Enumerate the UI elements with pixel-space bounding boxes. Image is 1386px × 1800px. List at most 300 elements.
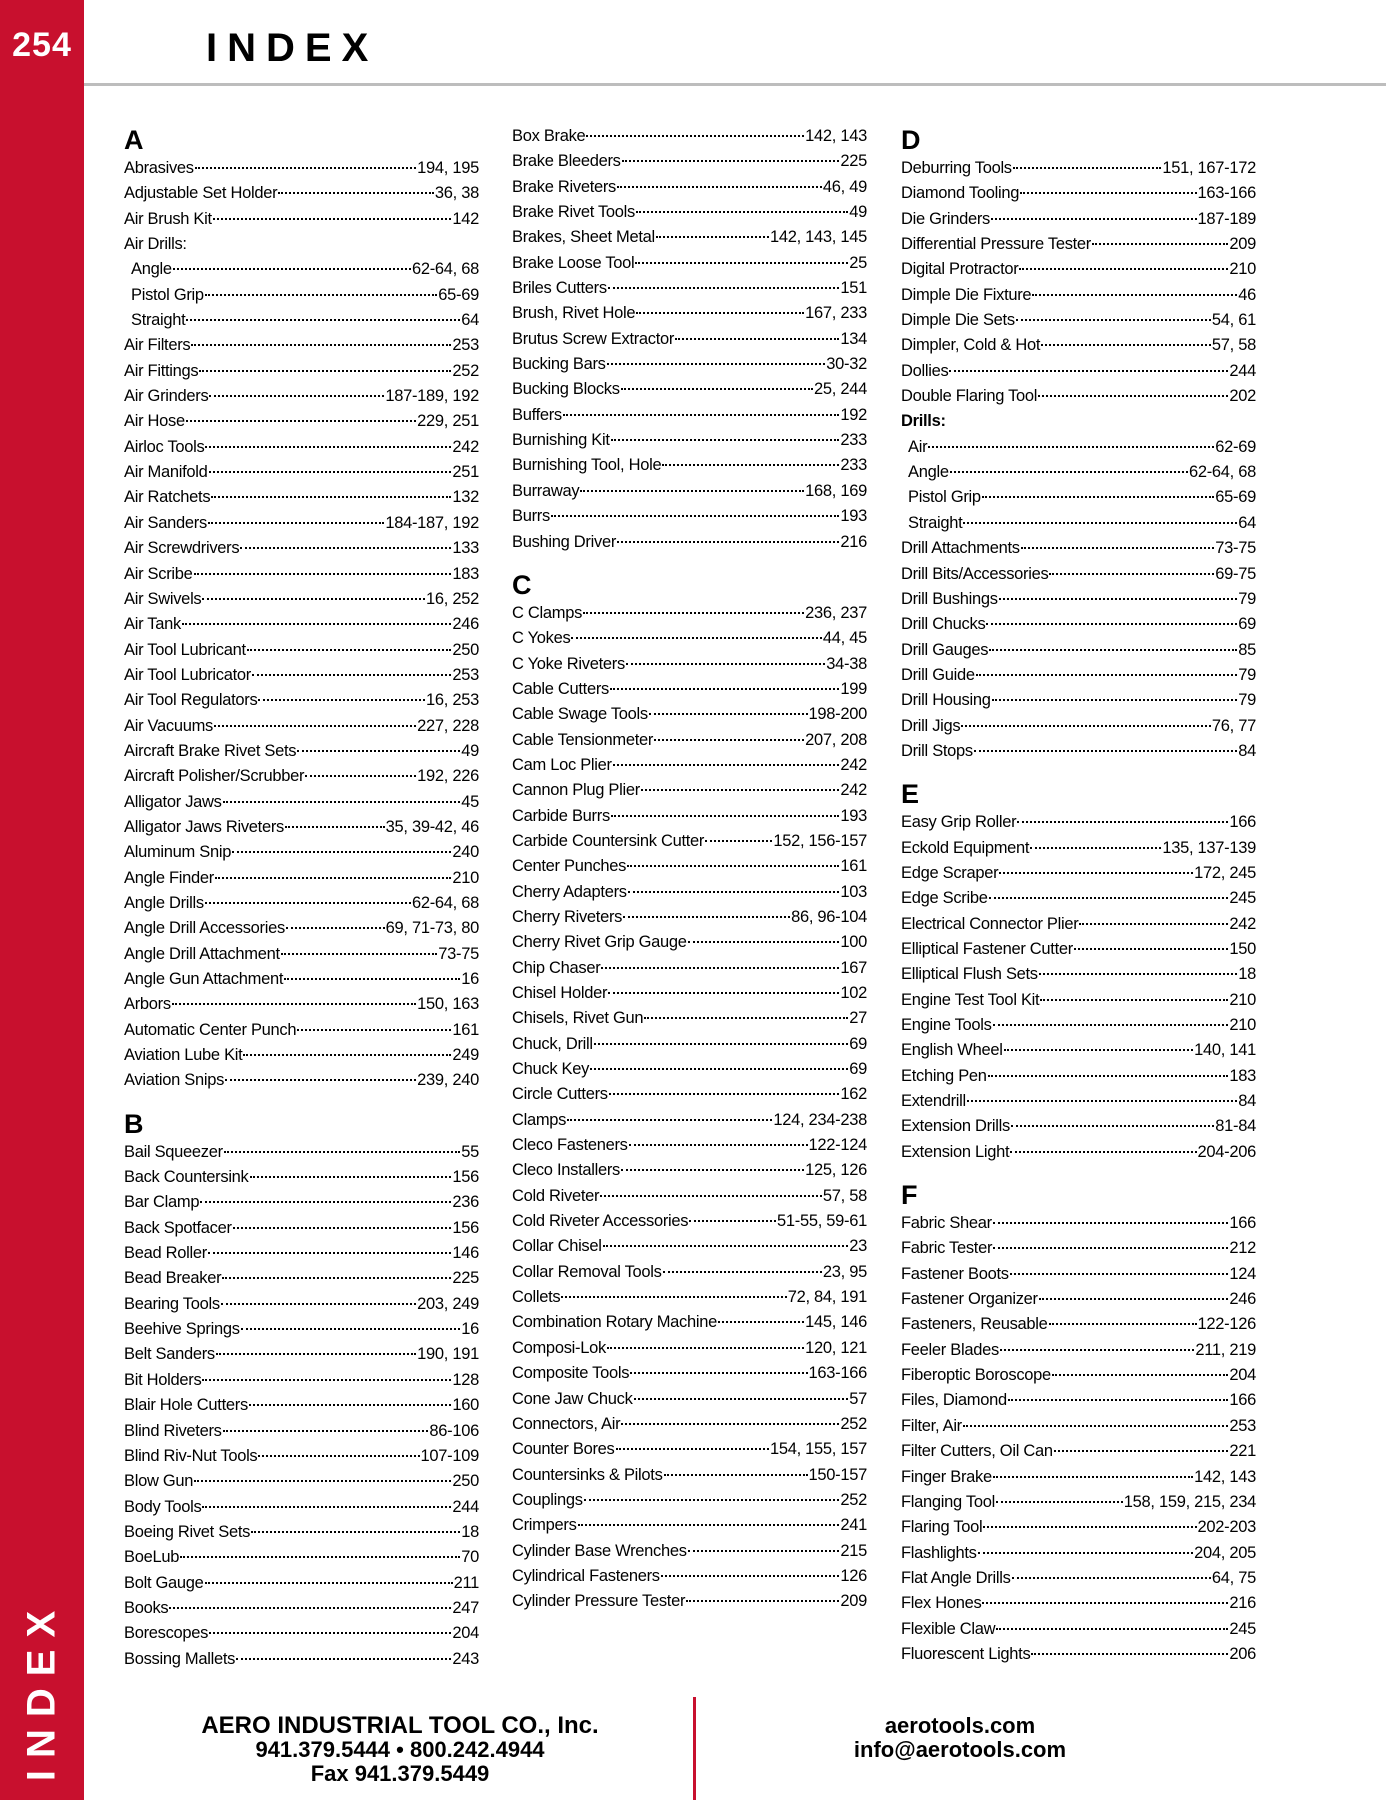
index-entry bbox=[901, 460, 1256, 485]
entry-label: Box Brake bbox=[512, 127, 586, 145]
index-entry bbox=[901, 1287, 1256, 1312]
dot-leader bbox=[976, 674, 1238, 676]
index-entry bbox=[512, 1234, 867, 1259]
index-entry bbox=[512, 149, 867, 174]
dot-leader bbox=[974, 750, 1237, 752]
index-entry bbox=[901, 536, 1256, 561]
dot-leader bbox=[616, 1448, 769, 1450]
page-number: 254 bbox=[12, 26, 72, 64]
dot-leader bbox=[999, 598, 1238, 600]
entry-label: Differential Pressure Tester bbox=[901, 235, 1091, 254]
entry-pages: 69-75 bbox=[1215, 564, 1256, 583]
index-entry bbox=[512, 652, 867, 677]
dot-leader bbox=[1052, 1374, 1228, 1376]
entry-label: Straight bbox=[131, 311, 186, 330]
entry-label: Countersinks & Pilots bbox=[512, 1465, 663, 1484]
page-title: INDEX bbox=[206, 26, 379, 70]
dot-leader bbox=[1017, 821, 1228, 823]
entry-pages: 18 bbox=[461, 1522, 479, 1541]
entry-label: Drill Attachments bbox=[901, 539, 1020, 558]
entry-label: Composite Tools bbox=[512, 1364, 630, 1383]
entry-pages: 233 bbox=[840, 456, 867, 475]
entry-label: Brake Loose Tool bbox=[512, 253, 635, 272]
entry-label: Blind Riveters bbox=[124, 1421, 222, 1440]
index-entry bbox=[124, 435, 479, 460]
index-entry bbox=[124, 1165, 479, 1190]
entry-pages: 30-32 bbox=[826, 355, 867, 374]
entry-pages: 34-38 bbox=[826, 654, 867, 673]
index-entry bbox=[124, 156, 479, 181]
index-entry bbox=[512, 175, 867, 200]
entry-pages: 124, 234-238 bbox=[773, 1110, 867, 1129]
entry-label: Cold Riveter Accessories bbox=[512, 1212, 689, 1231]
entry-pages: 244 bbox=[452, 1497, 479, 1516]
entry-pages: 156 bbox=[452, 1168, 479, 1187]
dot-leader bbox=[634, 1398, 849, 1400]
index-entry bbox=[901, 308, 1256, 333]
dot-leader bbox=[1041, 344, 1211, 346]
entry-label: Double Flaring Tool bbox=[901, 387, 1038, 406]
index-entry bbox=[124, 967, 479, 992]
index-entry bbox=[512, 1463, 867, 1488]
entry-label: Dollies bbox=[901, 361, 949, 380]
entry-pages: 156 bbox=[452, 1218, 479, 1237]
entry-label: Blind Riv-Nut Tools bbox=[124, 1446, 258, 1465]
index-entry bbox=[512, 626, 867, 651]
dot-leader bbox=[224, 1151, 460, 1153]
dot-leader bbox=[982, 496, 1214, 498]
entry-pages: 210 bbox=[1229, 1016, 1256, 1034]
index-entry bbox=[124, 1545, 479, 1570]
index-entry bbox=[512, 930, 867, 955]
index-entry bbox=[124, 916, 479, 941]
footer-contact bbox=[150, 1714, 650, 1786]
dot-leader bbox=[583, 612, 804, 614]
dot-leader bbox=[610, 688, 839, 690]
dot-leader bbox=[661, 1575, 840, 1577]
entry-pages: 120, 121 bbox=[805, 1338, 867, 1357]
index-entry bbox=[901, 1515, 1256, 1540]
dot-leader bbox=[993, 1476, 1193, 1478]
entry-label: Drill Gauges bbox=[901, 640, 989, 659]
entry-label: Flex Hones bbox=[901, 1594, 982, 1613]
dot-leader bbox=[216, 1353, 416, 1355]
dot-leader bbox=[622, 160, 840, 162]
entry-pages: 242 bbox=[840, 755, 867, 774]
entry-label: Blair Hole Cutters bbox=[124, 1396, 248, 1415]
dot-leader bbox=[214, 725, 416, 727]
index-entry bbox=[512, 1310, 867, 1335]
dot-leader bbox=[215, 877, 451, 879]
entry-pages: 227, 228 bbox=[417, 716, 479, 735]
index-entry bbox=[901, 1439, 1256, 1464]
index-entry bbox=[512, 778, 867, 803]
entry-pages: 240 bbox=[452, 843, 479, 862]
dot-leader bbox=[705, 840, 772, 842]
entry-pages: 46 bbox=[1238, 285, 1256, 304]
entry-label: Finger Brake bbox=[901, 1467, 992, 1486]
entry-pages: 194, 195 bbox=[417, 159, 479, 177]
index-entry bbox=[901, 1140, 1256, 1165]
index-entry bbox=[512, 880, 867, 905]
entry-label: Carbide Countersink Cutter bbox=[512, 831, 705, 850]
entry-label: Air Fittings bbox=[124, 361, 199, 380]
index-entry bbox=[512, 1336, 867, 1361]
dot-leader bbox=[967, 1100, 1237, 1102]
entry-label: Angle Drill Attachment bbox=[124, 944, 280, 963]
entry-pages: 27 bbox=[849, 1009, 867, 1028]
entry-label: Fabric Shear bbox=[901, 1214, 992, 1233]
section-letter: F bbox=[901, 1180, 918, 1211]
entry-label: Elliptical Flush Sets bbox=[901, 965, 1038, 984]
entry-pages: 242 bbox=[452, 437, 479, 456]
dot-leader bbox=[992, 699, 1238, 701]
entry-label: BoeLub bbox=[124, 1548, 180, 1567]
entry-pages: 253 bbox=[1229, 1416, 1256, 1435]
dot-leader bbox=[241, 1328, 461, 1330]
dot-leader bbox=[629, 1144, 808, 1146]
entry-pages: 166 bbox=[1229, 813, 1256, 832]
entry-label: Straight bbox=[908, 513, 963, 532]
entry-pages: 216 bbox=[840, 532, 867, 551]
entry-label: Air Filters bbox=[124, 336, 191, 355]
entry-pages: 124 bbox=[1229, 1264, 1256, 1283]
entry-pages: 211, 219 bbox=[1195, 1340, 1256, 1359]
dot-leader bbox=[199, 370, 451, 372]
entry-label: Fasteners, Reusable bbox=[901, 1315, 1048, 1334]
index-entry bbox=[901, 232, 1256, 257]
entry-label: Bossing Mallets bbox=[124, 1649, 236, 1668]
dot-leader bbox=[663, 1271, 822, 1273]
entry-label: Air Drills: bbox=[124, 235, 187, 254]
index-section bbox=[512, 124, 867, 555]
entry-label: Chisel Holder bbox=[512, 984, 608, 1002]
entry-label: Drills: bbox=[901, 412, 946, 431]
entry-label: Crimpers bbox=[512, 1516, 577, 1535]
index-entry bbox=[901, 359, 1256, 384]
dot-leader bbox=[205, 1582, 453, 1584]
entry-label: Angle Drills bbox=[124, 893, 204, 912]
entry-pages: 57, 58 bbox=[1211, 336, 1256, 355]
dot-leader bbox=[621, 1169, 804, 1171]
entry-label: Collets bbox=[512, 1288, 561, 1307]
dot-leader bbox=[211, 496, 451, 498]
dot-leader bbox=[186, 319, 460, 321]
entry-pages: 145, 146 bbox=[805, 1313, 867, 1332]
entry-label: Etching Pen bbox=[901, 1066, 987, 1085]
index-column-2 bbox=[512, 124, 867, 1629]
entry-label: Airloc Tools bbox=[124, 437, 205, 456]
index-entry bbox=[512, 1361, 867, 1386]
index-entry bbox=[124, 308, 479, 333]
dot-leader bbox=[1079, 923, 1228, 925]
dot-leader bbox=[281, 953, 438, 955]
dot-leader bbox=[993, 1222, 1229, 1224]
dot-leader bbox=[607, 363, 826, 365]
entry-label: Angle Finder bbox=[124, 868, 214, 887]
dot-leader bbox=[641, 789, 839, 791]
dot-leader bbox=[989, 649, 1237, 651]
dot-leader bbox=[609, 1093, 840, 1095]
index-entry bbox=[124, 562, 479, 587]
index-entry bbox=[901, 181, 1256, 206]
index-entry bbox=[512, 479, 867, 504]
dot-leader bbox=[1012, 1577, 1211, 1579]
entry-label: Drill Stops bbox=[901, 741, 973, 760]
entry-pages: 62-64, 68 bbox=[411, 893, 479, 912]
entry-pages: 252 bbox=[840, 1414, 867, 1433]
entry-label: Air Ratchets bbox=[124, 488, 211, 507]
index-entry bbox=[901, 988, 1256, 1013]
entry-label: Pistol Grip bbox=[908, 488, 981, 507]
dot-leader bbox=[627, 865, 839, 867]
index-entry bbox=[901, 1064, 1256, 1089]
dot-leader bbox=[999, 872, 1193, 874]
dot-leader bbox=[664, 1474, 808, 1476]
email-link[interactable]: info@aerotools.com bbox=[853, 1737, 1067, 1762]
index-entry bbox=[512, 1260, 867, 1285]
dot-leader bbox=[603, 1245, 849, 1247]
index-entry bbox=[124, 1647, 479, 1672]
index-entry bbox=[124, 485, 479, 510]
entry-pages: 152, 156-157 bbox=[773, 831, 867, 850]
index-entry bbox=[901, 810, 1256, 835]
entry-label: Burrs bbox=[512, 507, 550, 526]
dot-leader bbox=[1010, 1273, 1229, 1275]
entry-pages: 133 bbox=[452, 539, 479, 558]
entry-label: Fabric Tester bbox=[901, 1239, 993, 1258]
entry-label: English Wheel bbox=[901, 1041, 1003, 1060]
dot-leader bbox=[584, 1499, 840, 1501]
index-entry bbox=[901, 638, 1256, 663]
dot-leader bbox=[297, 1029, 451, 1031]
entry-label: Air Tank bbox=[124, 615, 181, 634]
entry-label: Drill Bits/Accessories bbox=[901, 564, 1049, 583]
index-entry bbox=[901, 562, 1256, 587]
index-entry bbox=[901, 886, 1256, 911]
entry-label: Drill Guide bbox=[901, 665, 975, 684]
dot-leader bbox=[1039, 973, 1237, 975]
entry-pages: 242 bbox=[840, 781, 867, 800]
index-entry bbox=[124, 739, 479, 764]
entry-label: Elliptical Fastener Cutter bbox=[901, 939, 1073, 958]
dot-leader bbox=[630, 1372, 807, 1374]
entry-pages: 221 bbox=[1229, 1442, 1256, 1461]
dot-leader bbox=[249, 1404, 451, 1406]
dot-leader bbox=[222, 1277, 451, 1279]
dot-leader bbox=[205, 294, 437, 296]
index-entry bbox=[512, 352, 867, 377]
dot-leader bbox=[194, 1480, 451, 1482]
index-entry bbox=[124, 1368, 479, 1393]
index-entry bbox=[512, 1108, 867, 1133]
index-entry bbox=[124, 1469, 479, 1494]
section-letter: B bbox=[124, 1108, 144, 1139]
entry-label: Air Manifold bbox=[124, 463, 208, 482]
entry-label: Drill Bushings bbox=[901, 589, 998, 608]
dot-leader bbox=[202, 1379, 451, 1381]
entry-pages: 151 bbox=[840, 279, 867, 298]
index-entry bbox=[512, 1564, 867, 1589]
entry-pages: 168, 169 bbox=[805, 481, 867, 500]
index-entry bbox=[124, 1068, 479, 1093]
entry-pages: 161 bbox=[452, 1020, 479, 1039]
section-letter: C bbox=[512, 569, 532, 600]
footer-divider bbox=[693, 1697, 696, 1800]
entry-pages: 202-203 bbox=[1197, 1518, 1256, 1537]
dot-leader bbox=[195, 167, 416, 169]
dot-leader bbox=[209, 471, 452, 473]
dot-leader bbox=[626, 663, 825, 665]
entry-pages: 73-75 bbox=[438, 944, 479, 963]
dot-leader bbox=[611, 815, 839, 817]
entry-pages: 160 bbox=[452, 1396, 479, 1415]
entry-label: C Yoke Riveters bbox=[512, 654, 625, 673]
entry-pages: 204 bbox=[452, 1624, 479, 1643]
entry-pages: 253 bbox=[452, 665, 479, 684]
index-entry bbox=[512, 530, 867, 555]
index-entry bbox=[512, 905, 867, 930]
entry-label: Buffers bbox=[512, 405, 562, 424]
website-link[interactable]: aerotools.com bbox=[884, 1713, 1036, 1738]
entry-pages: 45 bbox=[461, 792, 479, 811]
entry-pages: 252 bbox=[452, 361, 479, 380]
entry-label: Cylindrical Fasteners bbox=[512, 1566, 660, 1585]
dot-leader bbox=[1049, 1323, 1197, 1325]
index-entry bbox=[124, 1043, 479, 1068]
index-entry bbox=[901, 962, 1256, 987]
dot-leader bbox=[1013, 167, 1162, 169]
entry-label: Cylinder Pressure Tester bbox=[512, 1592, 686, 1611]
entry-pages: 84 bbox=[1238, 741, 1256, 760]
index-entry bbox=[512, 301, 867, 326]
dot-leader bbox=[613, 764, 840, 766]
entry-label: Pistol Grip bbox=[131, 285, 204, 304]
entry-label: C Clamps bbox=[512, 603, 583, 622]
index-entry bbox=[901, 937, 1256, 962]
entry-pages: 103 bbox=[840, 882, 867, 901]
index-entry bbox=[124, 384, 479, 409]
entry-label: Air bbox=[908, 437, 928, 456]
index-entry bbox=[124, 688, 479, 713]
index-entry bbox=[124, 283, 479, 308]
entry-label: Fastener Organizer bbox=[901, 1290, 1038, 1309]
index-entry bbox=[901, 333, 1256, 358]
index-entry bbox=[901, 1388, 1256, 1413]
dot-leader bbox=[240, 547, 451, 549]
index-entry bbox=[124, 207, 479, 232]
entry-pages: 163-166 bbox=[808, 1364, 867, 1383]
index-entry bbox=[901, 663, 1256, 688]
entry-label: Bead Roller bbox=[124, 1244, 207, 1263]
dot-leader bbox=[1019, 268, 1228, 270]
entry-label: Brake Rivet Tools bbox=[512, 203, 635, 222]
entry-pages: 241 bbox=[840, 1516, 867, 1535]
index-entry bbox=[901, 435, 1256, 460]
entry-pages: 134 bbox=[840, 329, 867, 348]
entry-label: Bucking Blocks bbox=[512, 380, 620, 399]
index-entry bbox=[124, 1419, 479, 1444]
entry-pages: 233 bbox=[840, 431, 867, 450]
index-entry bbox=[901, 587, 1256, 612]
dot-leader bbox=[601, 967, 839, 969]
entry-pages: 210 bbox=[1229, 260, 1256, 279]
entry-pages: 142, 143 bbox=[1194, 1467, 1256, 1486]
entry-label: Chuck Key bbox=[512, 1060, 590, 1079]
entry-label: Aviation Lube Kit bbox=[124, 1046, 243, 1065]
entry-pages: 210 bbox=[452, 868, 479, 887]
entry-label: Drill Chucks bbox=[901, 615, 986, 634]
entry-label: Brutus Screw Extractor bbox=[512, 329, 675, 348]
index-entry bbox=[512, 200, 867, 225]
index-entry bbox=[512, 1158, 867, 1183]
entry-label: Aviation Snips bbox=[124, 1071, 225, 1090]
dot-leader bbox=[561, 1296, 786, 1298]
dot-leader bbox=[1038, 395, 1228, 397]
entry-label: Connectors, Air bbox=[512, 1414, 621, 1433]
index-entry bbox=[124, 1190, 479, 1215]
index-entry bbox=[901, 1566, 1256, 1591]
dot-leader bbox=[205, 902, 411, 904]
entry-pages: 79 bbox=[1238, 665, 1256, 684]
dot-leader bbox=[607, 1347, 804, 1349]
entry-pages: 146 bbox=[452, 1244, 479, 1263]
entry-label: Edge Scribe bbox=[901, 889, 988, 908]
entry-label: Aircraft Brake Rivet Sets bbox=[124, 741, 297, 760]
entry-pages: 209 bbox=[840, 1592, 867, 1611]
entry-label: Dimpler, Cold & Hot bbox=[901, 336, 1041, 355]
entry-pages: 23 bbox=[849, 1237, 867, 1256]
entry-label: Chisels, Rivet Gun bbox=[512, 1009, 644, 1028]
entry-pages: 64 bbox=[461, 311, 479, 330]
entry-label: Boeing Rivet Sets bbox=[124, 1522, 251, 1541]
entry-pages: 76, 77 bbox=[1211, 716, 1256, 735]
header-divider bbox=[84, 83, 1386, 86]
entry-pages: 250 bbox=[452, 1472, 479, 1491]
entry-label: Brush, Rivet Hole bbox=[512, 304, 636, 323]
entry-label: Cable Cutters bbox=[512, 679, 609, 698]
entry-label: Cam Loc Plier bbox=[512, 755, 612, 774]
entry-pages: 23, 95 bbox=[822, 1262, 867, 1281]
entry-label: Abrasives bbox=[124, 159, 194, 177]
dot-leader bbox=[590, 1068, 848, 1070]
index-entry bbox=[901, 1262, 1256, 1287]
index-entry bbox=[512, 753, 867, 778]
entry-label: Brake Bleeders bbox=[512, 152, 621, 171]
dot-leader bbox=[949, 370, 1228, 372]
index-entry bbox=[124, 1342, 479, 1367]
dot-leader bbox=[617, 186, 822, 188]
entry-pages: 126 bbox=[840, 1566, 867, 1585]
dot-leader bbox=[251, 1531, 460, 1533]
entry-label: Clamps bbox=[512, 1110, 567, 1129]
entry-label: Drill Jigs bbox=[901, 716, 961, 735]
dot-leader bbox=[297, 750, 460, 752]
section-letter: D bbox=[901, 125, 921, 155]
entry-label: Cold Riveter bbox=[512, 1186, 600, 1205]
index-entry bbox=[512, 1437, 867, 1462]
entry-pages: 211 bbox=[453, 1573, 479, 1592]
entry-pages: 49 bbox=[849, 203, 867, 222]
dot-leader bbox=[278, 192, 434, 194]
dot-leader bbox=[1008, 1399, 1229, 1401]
index-entry bbox=[124, 840, 479, 865]
dot-leader bbox=[608, 287, 840, 289]
entry-pages: 72, 84, 191 bbox=[787, 1288, 867, 1307]
entry-pages: 229, 251 bbox=[417, 412, 479, 431]
entry-pages: 150-157 bbox=[808, 1465, 867, 1484]
entry-pages: 253 bbox=[452, 336, 479, 355]
